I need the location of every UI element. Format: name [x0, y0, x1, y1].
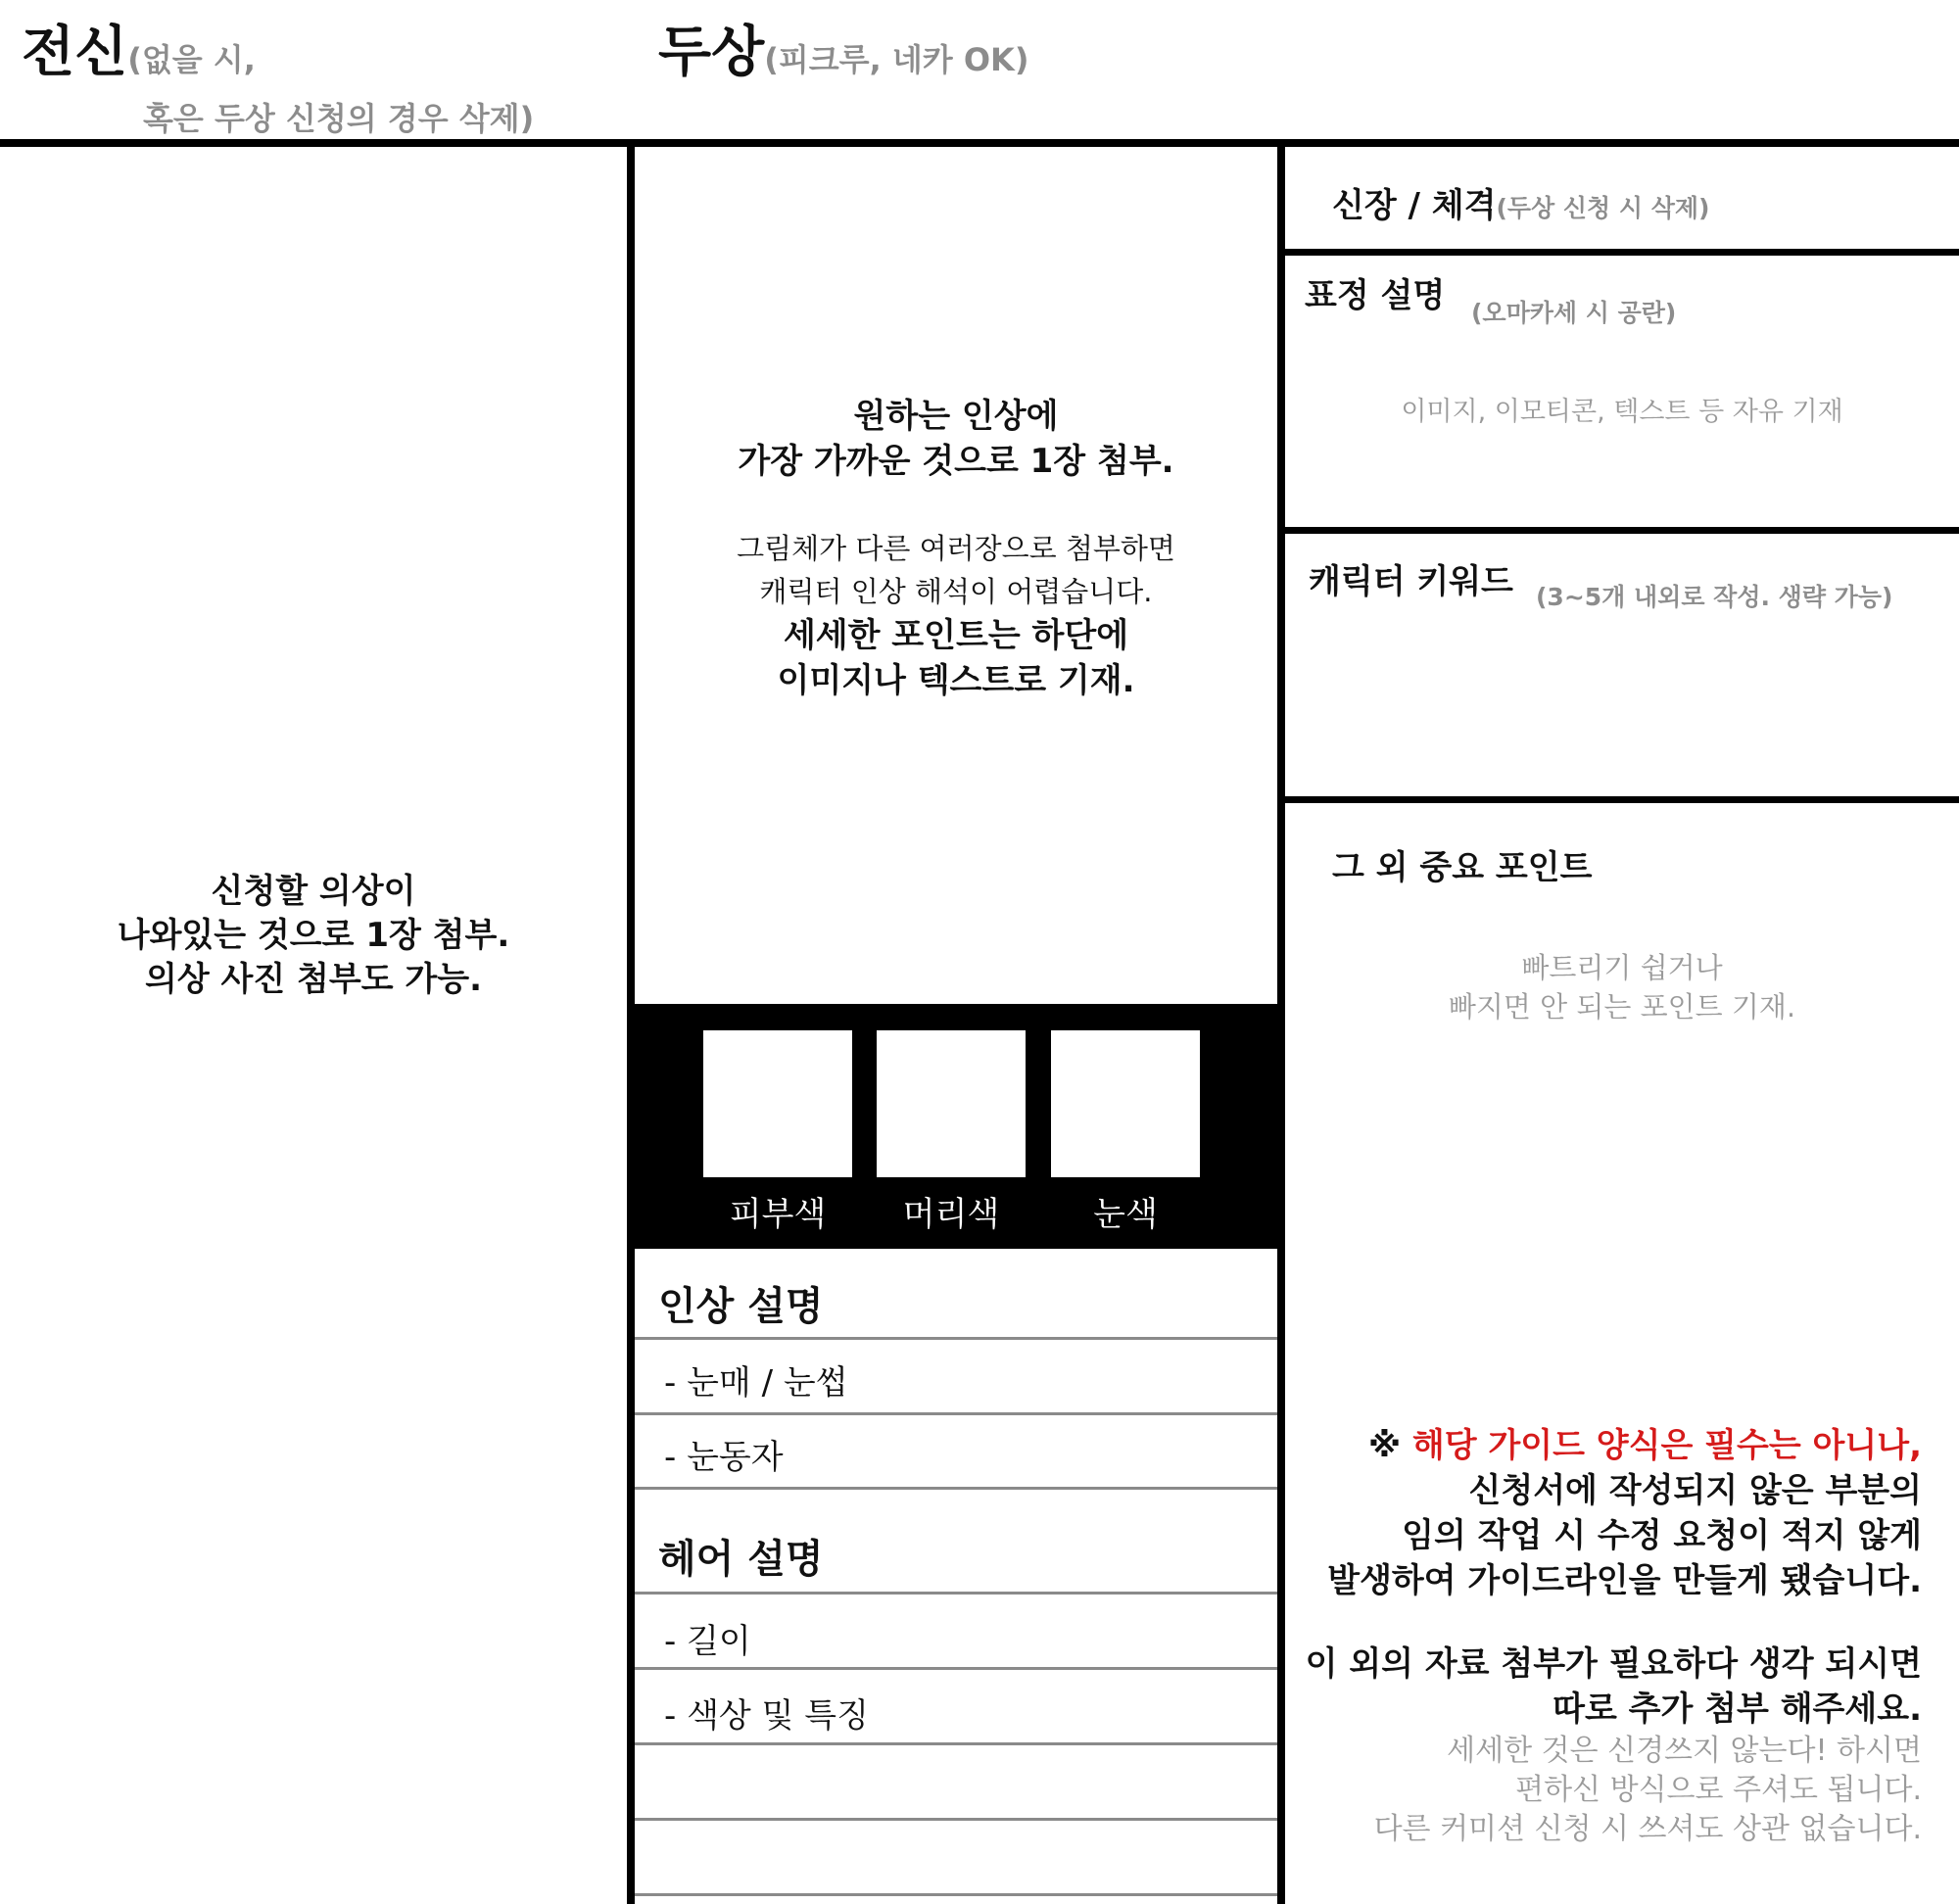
skin-color-swatch[interactable]: [703, 1030, 852, 1177]
impression-section-title: 인상 설명: [658, 1284, 824, 1329]
hair-color-swatch[interactable]: [877, 1030, 1026, 1177]
hair-color-label: 머리색: [902, 1195, 1000, 1234]
style-warning-line: 캐릭터 인상 해석이 어렵습니다.: [759, 575, 1153, 608]
casual-notice-line: 다른 커미션 신청 시 쓰셔도 상관 없습니다.: [1373, 1812, 1922, 1846]
outfit-instruction: [0, 870, 627, 1002]
hair-item-length: - 길이: [664, 1622, 751, 1661]
height-title: 신장 / 체격: [1332, 186, 1497, 225]
height-note: (두상 신청 시 삭제): [1496, 194, 1710, 222]
row-divider: [635, 1487, 1277, 1490]
skin-color-label: 피부색: [729, 1195, 827, 1234]
outfit-instruction-line: 신청할 의상이: [211, 872, 416, 911]
hair-item-color-features: - 색상 및 특징: [664, 1696, 869, 1736]
right-divider-1: [1277, 249, 1959, 256]
head-attach-instruction: [635, 394, 1277, 484]
extra-notice-line: 따로 추가 첨부 해주세요.: [1553, 1690, 1922, 1729]
row-divider: [635, 1893, 1277, 1896]
head-title: 두상: [658, 21, 765, 84]
style-warning-line: 그림체가 다른 여러장으로 첨부하면: [737, 532, 1175, 565]
head-heading: [658, 21, 1029, 84]
eye-color-swatch[interactable]: [1051, 1030, 1200, 1177]
impression-item-eyes-brows: - 눈매 / 눈썹: [664, 1363, 848, 1403]
row-divider: [635, 1412, 1277, 1415]
head-attach-line: 가장 가까운 것으로 1장 첨부.: [738, 442, 1174, 481]
hair-section-title: 헤어 설명: [658, 1537, 824, 1582]
detail-point-line: 세세한 포인트는 하단에: [783, 616, 1129, 655]
full-body-heading: [22, 21, 256, 84]
other-points-hint: [1285, 948, 1959, 1026]
other-points-hint-line: 빠지면 안 되는 포인트 기재.: [1448, 990, 1796, 1023]
expression-note: (오마카세 시 공란): [1471, 299, 1677, 327]
header-divider: [0, 139, 1959, 147]
full-body-note: (없을 시,: [127, 41, 256, 78]
impression-item-pupils: - 눈동자: [664, 1438, 784, 1477]
full-body-note-2: 혹은 두상 신청의 경우 삭제): [143, 100, 535, 137]
expression-title: 표정 설명: [1305, 276, 1446, 315]
row-divider: [635, 1592, 1277, 1595]
casual-notice-line: 세세한 것은 신경쓰지 않는다! 하시면: [1447, 1734, 1922, 1768]
height-heading: [1332, 178, 1709, 226]
eye-color-label: 눈색: [1093, 1195, 1158, 1234]
row-divider: [635, 1818, 1277, 1821]
notice-line: 임의 작업 시 수정 요청이 적지 않게: [1402, 1516, 1922, 1555]
reference-mark: ※: [1368, 1426, 1402, 1465]
expression-hint: 이미지, 이모티콘, 텍스트 등 자유 기재: [1401, 397, 1843, 427]
head-attach-line: 원하는 인상에: [853, 397, 1059, 436]
row-divider: [635, 1337, 1277, 1340]
outfit-instruction-line: 의상 사진 첨부도 가능.: [144, 960, 483, 999]
full-body-title: 전신: [22, 21, 128, 84]
keywords-note: (3~5개 내외로 작성. 생략 가능): [1536, 583, 1893, 611]
detail-point-instruction: [635, 613, 1277, 703]
notice-line: 발생하여 가이드라인을 만들게 됐습니다.: [1327, 1561, 1922, 1600]
row-divider: [635, 1742, 1277, 1745]
guide-notice: [1285, 1423, 1922, 1603]
other-points-hint-line: 빠트리기 쉽거나: [1521, 951, 1723, 984]
extra-notice-line: 이 외의 자료 첨부가 필요하다 생각 되시면: [1305, 1644, 1922, 1684]
right-divider-3: [1277, 796, 1959, 803]
casual-notice-line: 편하신 방식으로 주셔도 됩니다.: [1515, 1773, 1922, 1807]
detail-point-line: 이미지나 텍스트로 기재.: [777, 661, 1135, 700]
notice-line: 신청서에 작성되지 않은 부분의: [1468, 1471, 1922, 1510]
head-note: (피크루, 네카 OK): [764, 41, 1029, 78]
right-divider-2: [1277, 527, 1959, 534]
other-points-title: 그 외 중요 포인트: [1332, 848, 1593, 887]
notice-red-text: 해당 가이드 양식은 필수는 아니나,: [1411, 1426, 1922, 1465]
style-warning: [635, 527, 1277, 613]
casual-notice: [1285, 1732, 1922, 1849]
extra-attachment-notice: [1285, 1642, 1922, 1732]
outfit-instruction-line: 나와있는 것으로 1장 첨부.: [117, 916, 510, 955]
keywords-title: 캐릭터 키워드: [1309, 562, 1513, 601]
row-divider: [635, 1667, 1277, 1670]
